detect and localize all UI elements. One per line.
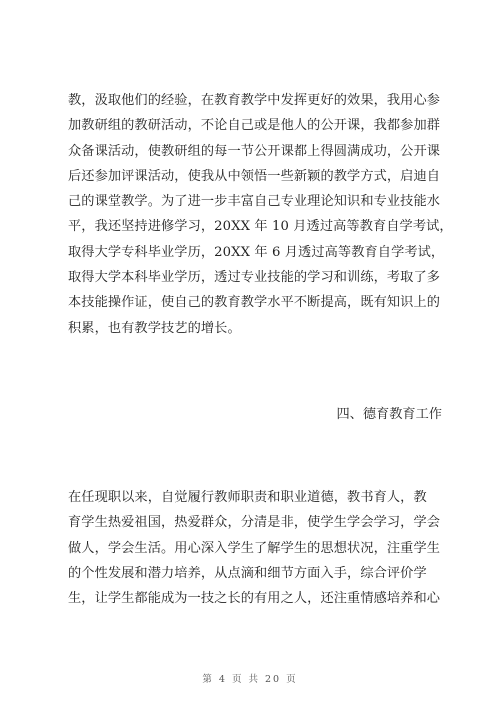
section-heading: 四、德育教育工作 <box>336 407 442 422</box>
page-number-footer: 第 4 页 共 20 页 <box>202 674 298 685</box>
paragraph-line: 教，汲取他们的经验，在教育教学中发挥更好的效果，我用心参 <box>68 93 441 108</box>
paragraph-moral-education <box>68 485 440 611</box>
paragraph-line: 取得大学本科毕业学历，透过专业技能的学习和训练，考取了多 <box>68 270 441 286</box>
paragraph-line: 加教研组的教研活动，不论自己或是他人的公开课，我都参加群 <box>68 118 441 134</box>
paragraph-line: 己的课堂教学。为了进一步丰富自己专业理论知识和专业技能水 <box>68 194 441 210</box>
paragraph-line: 生，让学生都能成为一技之长的有用之人，还注重情感培养和心 <box>68 591 441 607</box>
paragraph-teaching-research <box>68 88 453 341</box>
paragraph-line: 后还参加评课活动，使我从中领悟一些新颖的教学方式，启迪自 <box>68 168 441 184</box>
paragraph-line: 本技能操作证，使自己的教育教学水平不断提高，既有知识上的 <box>68 295 441 311</box>
paragraph-line: 在任现职以来，自觉履行教师职责和职业道德，教书育人，教 <box>68 490 427 505</box>
paragraph-line: 平，我还坚持进修学习，20XX 年 10 月透过高等教育自学考试， <box>68 219 453 235</box>
paragraph-line: 育学生热爱祖国，热爱群众，分清是非，使学生学会学习，学会 <box>68 515 441 531</box>
paragraph-line: 的个性发展和潜力培养，从点滴和细节方面入手，综合评价学 <box>68 565 427 581</box>
paragraph-line: 众备课活动，使教研组的每一节公开课都上得圆满成功，公开课 <box>68 143 441 159</box>
paragraph-line: 做人，学会生活。用心深入学生了解学生的思想状况，注重学生 <box>68 540 441 556</box>
paragraph-line: 取得大学专科毕业学历，20XX 年 6 月透过高等教育自学考试， <box>68 244 445 260</box>
paragraph-line: 积累，也有教学技艺的增长。 <box>68 320 241 336</box>
